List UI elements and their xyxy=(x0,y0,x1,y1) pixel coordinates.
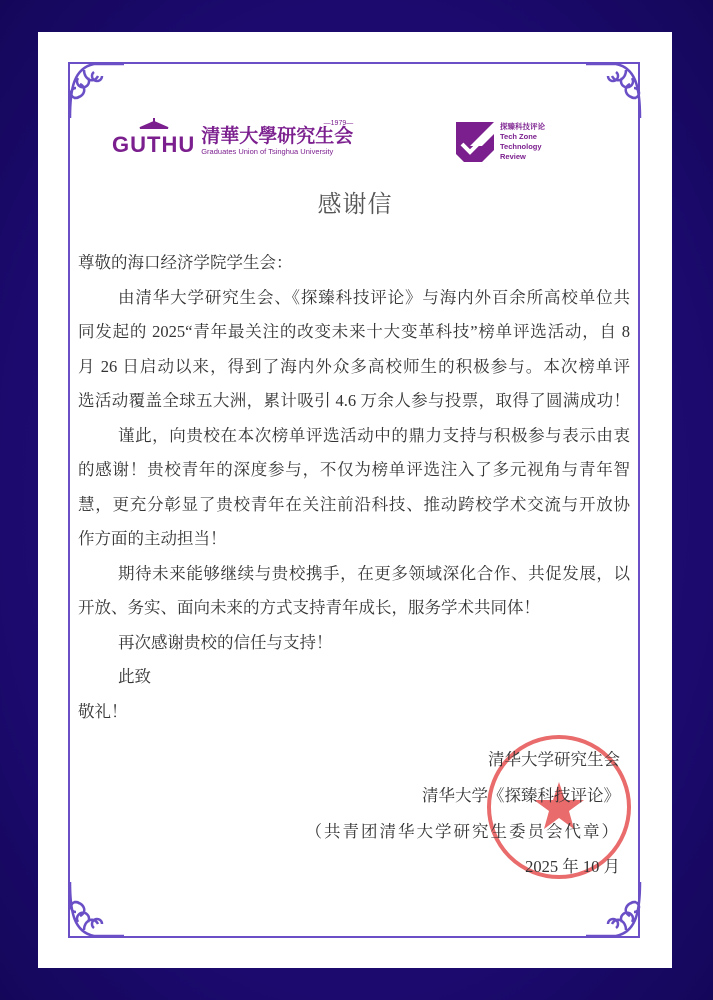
salutation: 尊敬的海口经济学院学生会： xyxy=(78,253,293,272)
closing-line: 此致 xyxy=(118,667,151,686)
signature-org2: 清华大学《探臻科技评论》 xyxy=(422,786,620,805)
corner-ornament-icon xyxy=(582,58,646,122)
guthu-mark-icon: GUTHU xyxy=(112,118,195,156)
letter-page xyxy=(38,32,672,968)
paragraph-line: 慧，更充分彰显了贵校青年在关注前沿科技、推动跨校学术交流与开放协 xyxy=(78,494,630,514)
paragraph-line: 由清华大学研究生会、《探臻科技评论》与海内外百余所高校单位共 xyxy=(118,287,630,307)
paragraph-line: 作方面的主动担当！ xyxy=(78,529,227,548)
tsinghua-graduate-union-logo xyxy=(112,118,353,156)
paragraph-line: 期待未来能够继续与贵校携手，在更多领域深化合作、共促发展，以 xyxy=(118,563,630,583)
paragraph-line: 选活动覆盖全球五大洲，累计吸引 4.6 万余人参与投票，取得了圆满成功！ xyxy=(78,391,630,410)
letter-body xyxy=(78,246,630,729)
signature-date: 2025 年 10 月 xyxy=(525,857,620,876)
signature-org1: 清华大学研究生会 xyxy=(488,750,620,769)
signature-org3: （共青团清华大学研究生委员会代章） xyxy=(305,822,620,841)
paragraph-line: 月 26 日启动以来，得到了海内外众多高校师生的积极参与。本次榜单评 xyxy=(78,356,630,376)
paragraph-line: 谨此，向贵校在本次榜单评选活动中的鼎力支持与积极参与表示由衷 xyxy=(118,425,630,445)
logo-name-cn: 清華大學研究生会 xyxy=(201,126,354,147)
logo-name-en: Graduates Union of Tsinghua University xyxy=(201,147,334,156)
corner-ornament-icon xyxy=(64,58,128,122)
tech-zone-shield-icon xyxy=(456,122,494,162)
tech-zone-review-logo: 探臻科技评论 Tech Zone Technology Review xyxy=(456,122,545,162)
corner-ornament-icon xyxy=(64,878,128,942)
corner-ornament-icon xyxy=(582,878,646,942)
paragraph-line: 的感谢！贵校青年的深度参与，不仅为榜单评选注入了多元视角与青年智 xyxy=(78,460,630,479)
paragraph-line: 再次感谢贵校的信任与支持！ xyxy=(118,632,333,652)
closing-line: 敬礼！ xyxy=(78,701,128,721)
paragraph-line: 同发起的 2025“青年最关注的改变未来十大变革科技”榜单评选活动，自 8 xyxy=(78,322,630,341)
letter-title: 感谢信 xyxy=(317,192,393,218)
paragraph-line: 开放、务实、面向未来的方式支持青年成长，服务学术共同体！ xyxy=(78,598,540,617)
logo-year: —1979— xyxy=(323,120,354,127)
